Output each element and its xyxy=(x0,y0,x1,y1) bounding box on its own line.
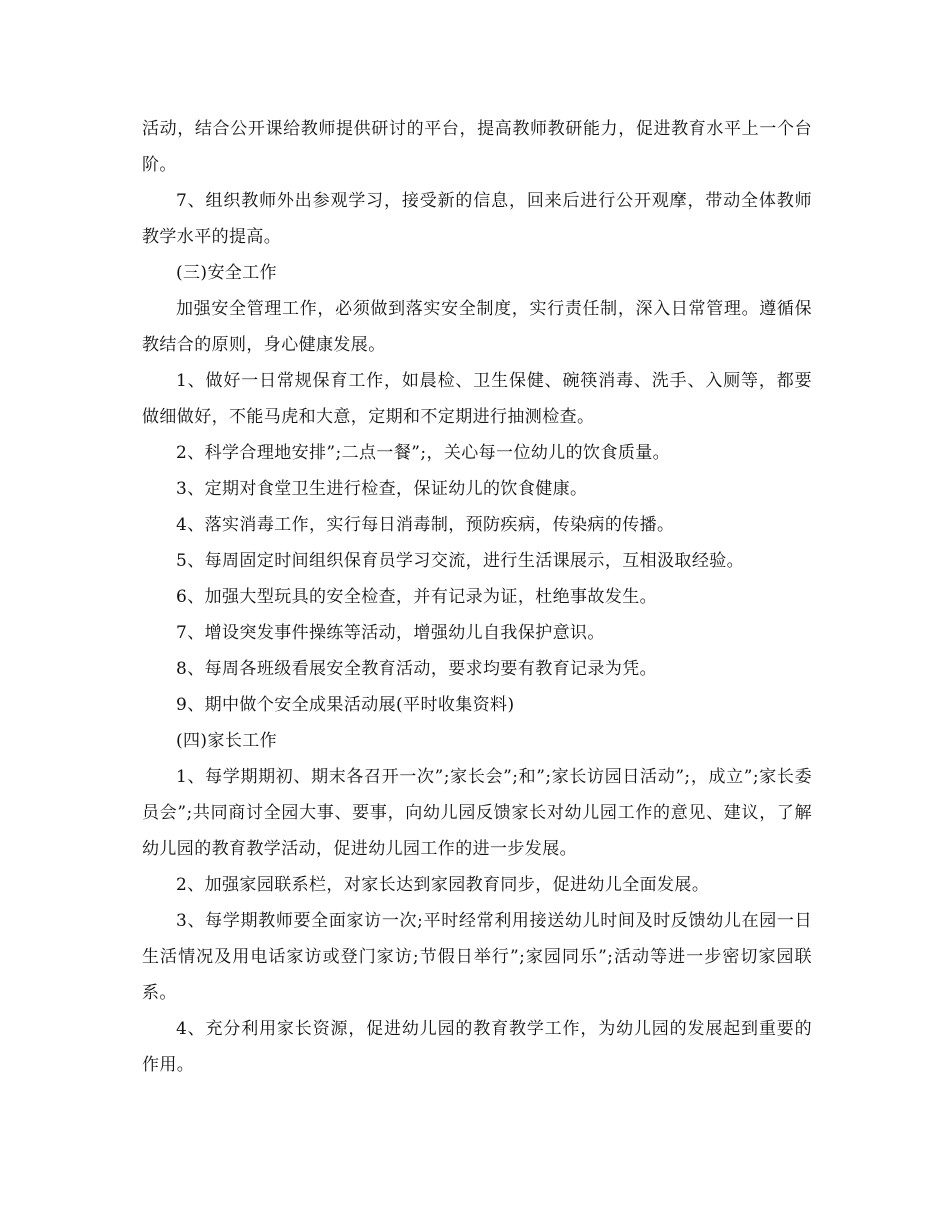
paragraph-safety-intro: 加强安全管理工作，必须做到落实安全制度，实行责任制，深入日常管理。遵循保教结合的原则，身心健康发展。 xyxy=(142,299,812,355)
paragraph-parents-item-2: 2、加强家园联系栏，对家长达到家园教育同步，促进幼儿全面发展。 xyxy=(176,875,710,895)
document-body xyxy=(142,111,812,1083)
paragraph-safety-item-2: 2、科学合理地安排”;二点一餐”;，关心每一位幼儿的饮食质量。 xyxy=(176,443,671,463)
paragraph-safety-item-8: 8、每周各班级看展安全教育活动，要求均要有教育记录为凭。 xyxy=(176,659,658,679)
paragraph-safety-item-5: 5、每周固定时间组织保育员学习交流，进行生活课展示，互相汲取经验。 xyxy=(176,551,745,571)
paragraph-safety-item-1: 1、做好一日常规保育工作，如晨检、卫生保健、碗筷消毒、洗手、入厕等，都要做细做好，不能马虎和大意，定期和不定期进行抽测检查。 xyxy=(142,371,812,427)
paragraph-continued: 活动，结合公开课给教师提供研讨的平台，提高教师教研能力，促进教育水平上一个台阶。 xyxy=(142,119,812,175)
paragraph-parents-item-3: 3、每学期教师要全面家访一次;平时经常利用接送幼儿时间及时反馈幼儿在园一日生活情况及用电话家访或登门家访;节假日举行”;家园同乐”;活动等进一步密切家园联系。 xyxy=(142,911,812,1003)
paragraph-item-7-teacher-visits: 7、组织教师外出参观学习，接受新的信息，回来后进行公开观摩，带动全体教师教学水平的提高。 xyxy=(142,191,812,247)
paragraph-parents-item-1: 1、每学期期初、期末各召开一次”;家长会”;和”;家长访园日活动”;，成立”;家长委员会”;共同商讨全园大事、要事，向幼儿园反馈家长对幼儿园工作的意见、建议，了解幼儿园的教育教学活动，促进幼儿园工作的进一步发展。 xyxy=(142,767,812,859)
paragraph-safety-item-7: 7、增设突发事件操练等活动，增强幼儿自我保护意识。 xyxy=(176,623,605,643)
paragraph-safety-item-3: 3、定期对食堂卫生进行检查，保证幼儿的饮食健康。 xyxy=(176,479,588,499)
section-heading-parents: (四)家长工作 xyxy=(176,731,278,751)
paragraph-safety-item-6: 6、加强大型玩具的安全检查，并有记录为证，杜绝事故发生。 xyxy=(176,587,658,607)
paragraph-safety-item-4: 4、落实消毒工作，实行每日消毒制，预防疾病，传染病的传播。 xyxy=(176,515,675,535)
paragraph-parents-item-4: 4、充分利用家长资源，促进幼儿园的教育教学工作，为幼儿园的发展起到重要的作用。 xyxy=(142,1019,812,1075)
paragraph-safety-item-9: 9、期中做个安全成果活动展(平时收集资料) xyxy=(176,695,515,715)
section-heading-safety: (三)安全工作 xyxy=(176,263,278,283)
